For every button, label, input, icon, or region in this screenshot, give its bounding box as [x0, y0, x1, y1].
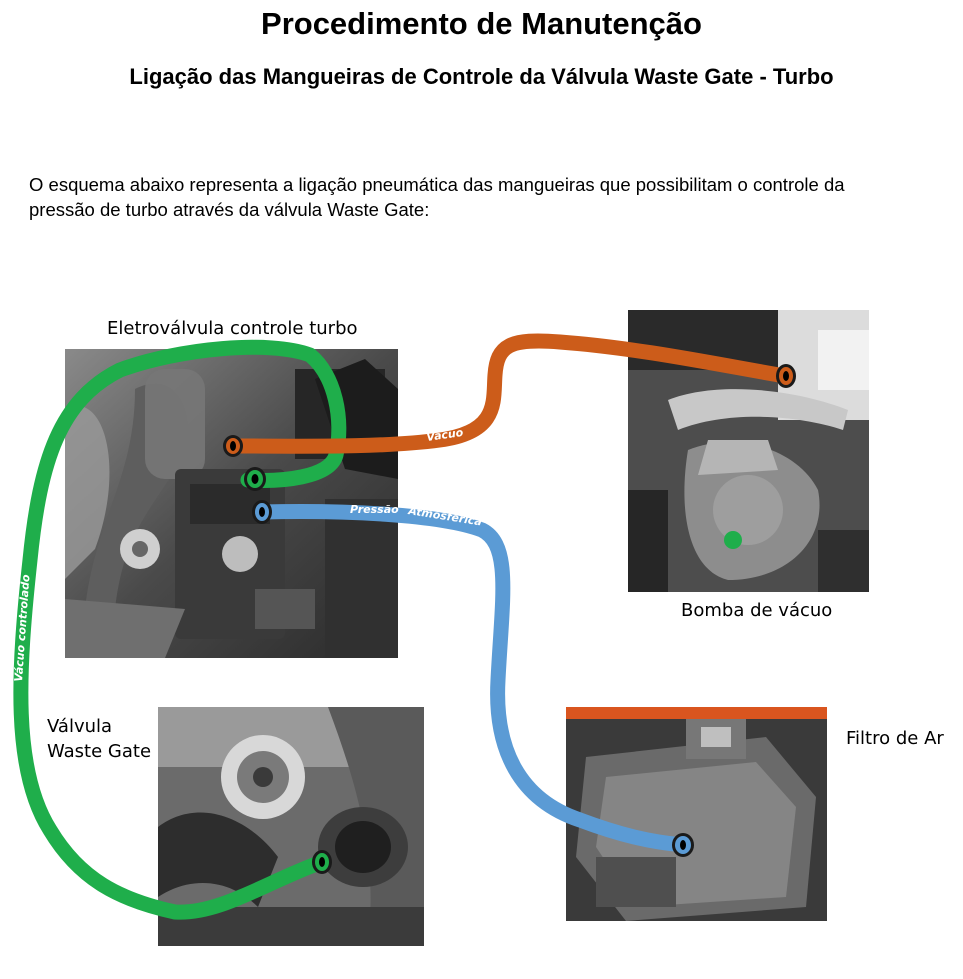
vacuum-hose-label: Vácuo — [425, 425, 465, 444]
air-filter-label: Filtro de Ar — [846, 728, 944, 749]
pressure-hose-label: Pressão — [350, 503, 399, 516]
vacuum-pump-port — [776, 364, 796, 388]
intro-paragraph: O esquema abaixo representa a ligação pneumática das mangueiras que possibilitam o controle da pressão de turbo através da válvula Waste Gate: — [29, 174, 845, 220]
page-subtitle: Ligação das Mangueiras de Controle da Válvula Waste Gate - Turbo — [129, 64, 834, 89]
solenoid-vacuum-port — [223, 435, 243, 457]
air-filter-port — [672, 833, 694, 857]
controlled-vacuum-hose-label: Vácuo controlado — [12, 573, 33, 683]
solenoid-controlled-port — [244, 467, 266, 491]
controlled-vacuum-hose — [21, 347, 339, 912]
solenoid-valve-label: Eletroválvula controle turbo — [107, 318, 358, 339]
waste-gate-label-line2: Waste Gate — [47, 741, 152, 762]
atmospheric-hose-label: Atmosférica — [407, 504, 483, 529]
page-title: Procedimento de Manutenção — [261, 6, 702, 41]
solenoid-atmospheric-port — [252, 500, 272, 524]
pressure-atmospheric-hose — [262, 512, 683, 845]
waste-gate-port — [312, 850, 332, 874]
waste-gate-label-line1: Válvula — [47, 716, 113, 737]
vacuum-pump-label: Bomba de vácuo — [681, 600, 833, 621]
